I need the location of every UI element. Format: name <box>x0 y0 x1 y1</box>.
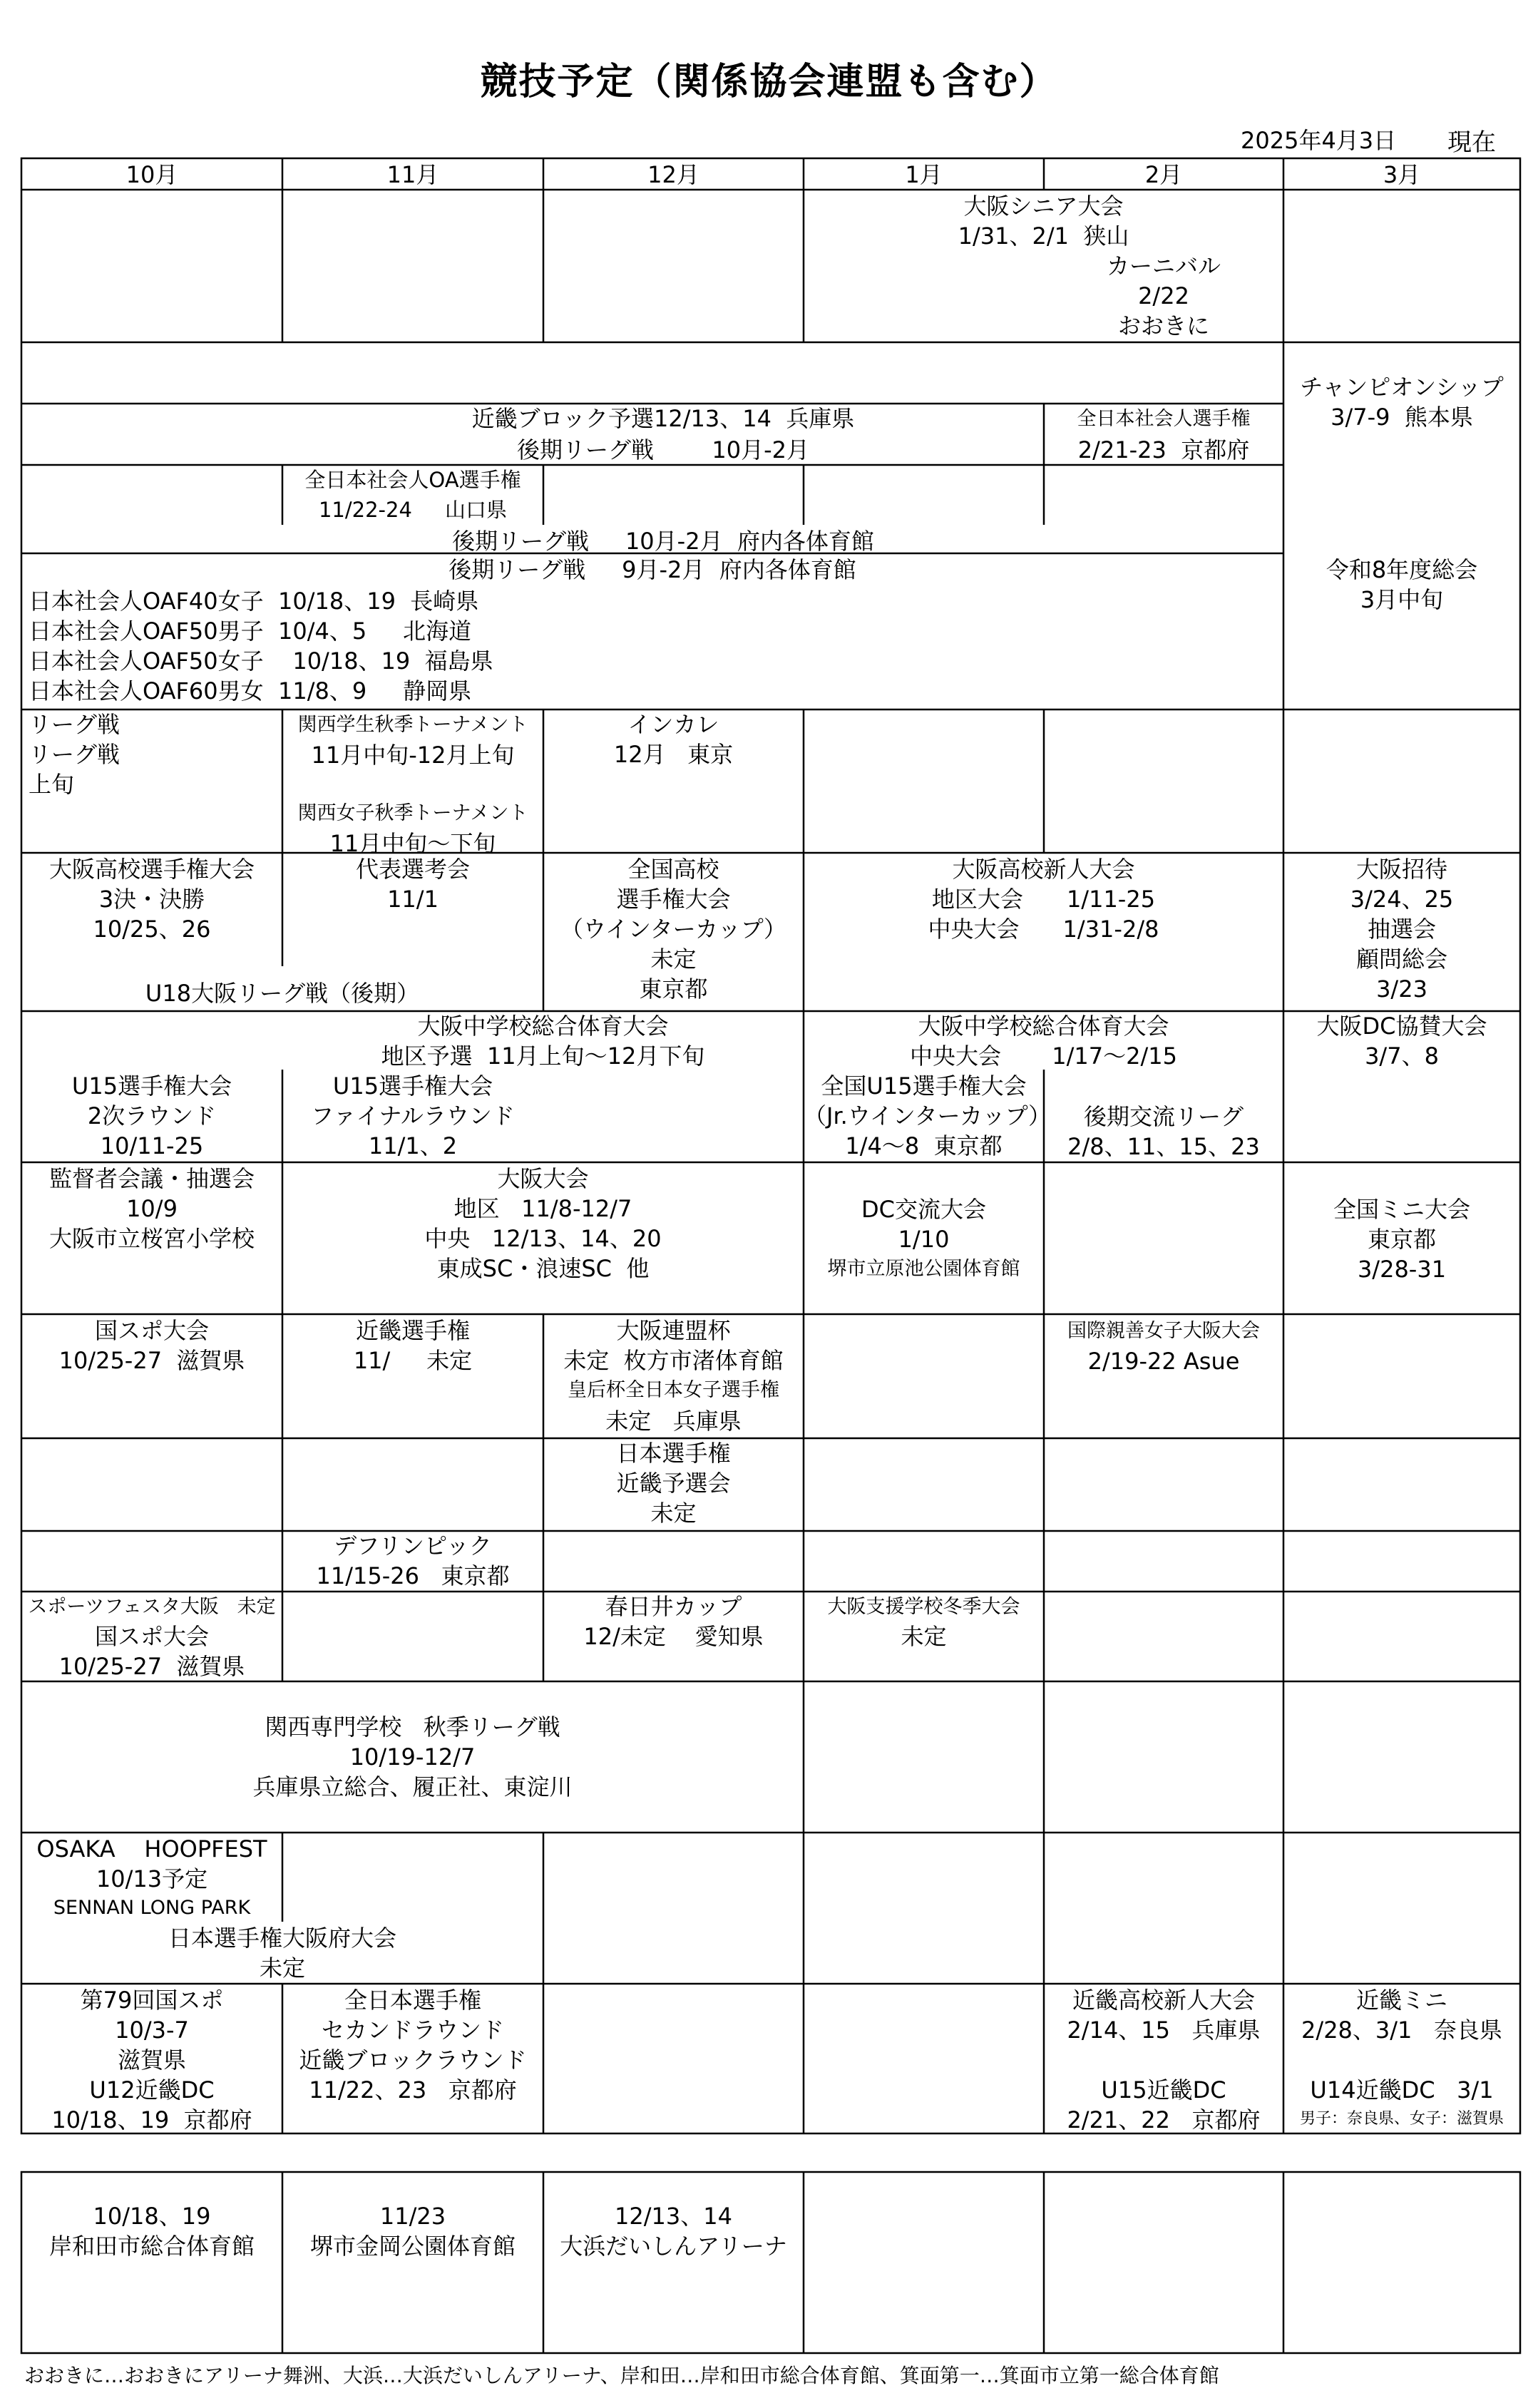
cell-line: 中央大会 1/17～2/15 <box>910 1042 1177 1070</box>
cell-line: 令和8年度総会 <box>1326 556 1478 583</box>
cell-mini-national <box>1283 1194 1520 1284</box>
cell-kansai-women <box>282 799 543 828</box>
cell-line: 関西女子秋季トーナメント <box>297 802 528 824</box>
cell-line: 関西学生秋季トーナメント <box>297 714 528 736</box>
as-of-date: 2025年4月3日 <box>1241 127 1397 154</box>
cell-line: 10/11-25 <box>100 1132 204 1159</box>
cell-line: 12月 東京 <box>613 741 734 768</box>
cell-sennan <box>21 1894 282 1922</box>
cell-line: 大阪シニア大会 <box>963 193 1124 220</box>
cell-coach-meeting <box>21 1164 282 1254</box>
cell-kokusupo-79 <box>21 1985 282 2135</box>
cell-line: 10/3-7 <box>115 2017 189 2044</box>
cell-osaka-senior <box>804 191 1283 251</box>
cell-japan-champ <box>543 1438 804 1528</box>
cell-vocational <box>21 1712 804 1802</box>
cell-line: 堺市立原池公園体育館 <box>827 1258 1020 1280</box>
cell-line: 兵庫県立総合、履正社、東淀川 <box>252 1773 573 1800</box>
cell-all-japan-worker-date <box>1044 435 1283 465</box>
cell-u18-league <box>21 978 543 1008</box>
cell-line: 皇后杯全日本女子選手権 <box>568 1379 779 1401</box>
cell-osaka-invite <box>1283 854 1520 1004</box>
cell-line: リーグ戦 <box>29 741 121 768</box>
cell-line: 全日本社会人選手権 <box>1077 408 1251 430</box>
cell-line: U14近畿DC 3/1 <box>1310 2076 1494 2104</box>
cell-championship <box>1283 372 1520 432</box>
cell-line: セカンドラウンド <box>321 2017 504 2044</box>
cell-line: 春日井カップ <box>605 1593 742 1620</box>
cell-line: 国スポ大会 <box>94 1317 209 1344</box>
cell-kinki-hs-rookie <box>1044 1985 1283 2135</box>
cell-line: 全国ミニ大会 <box>1333 1196 1470 1223</box>
cell-line: 12/未定 愛知県 <box>583 1623 764 1650</box>
cell-line: 1/4～8 東京都 <box>845 1132 1003 1159</box>
cell-line: U12近畿DC <box>89 2076 215 2104</box>
cell-deaflympics <box>282 1531 543 1591</box>
cell-line: 10/13予定 <box>96 1865 208 1892</box>
cell-line: 11/15-26 東京都 <box>316 1562 510 1589</box>
cell-league-oct <box>29 709 282 799</box>
cell-line: 3/7、8 <box>1365 1042 1439 1070</box>
cell-line: 地区予選 11月上旬～12月下旬 <box>381 1042 705 1070</box>
cell-line: 地区大会 1/11-25 <box>931 886 1156 913</box>
cell-line: OSAKA HOOPFEST <box>36 1835 267 1863</box>
cell-japan-osaka <box>21 1923 543 1983</box>
month-header: 11月 <box>386 161 439 188</box>
cell-winter-cup <box>543 854 804 1004</box>
cell-line: カーニバル <box>1106 252 1221 280</box>
cell-support-school <box>804 1593 1044 1621</box>
cell-line: 大阪高校選手権大会 <box>48 856 255 883</box>
cell-line: 全日本社会人OA選手権 <box>304 468 521 492</box>
cell-kasugai <box>543 1592 804 1651</box>
cell-jhs-general-1 <box>282 1011 804 1071</box>
cell-line: （ウインターカップ） <box>560 916 787 943</box>
cell-line: U15選手権大会 <box>332 1072 493 1100</box>
cell-late-league-1 <box>282 435 1044 465</box>
cell-line: 近畿ミニ <box>1355 1987 1447 2014</box>
cell-line: 日本社会人OAF40女子 10/18、19 長崎県 <box>29 588 479 615</box>
cell-line: 3/28-31 <box>1357 1256 1447 1283</box>
cell-line: 選手権大会 <box>616 886 731 913</box>
cell-line: 3決・決勝 <box>98 886 205 913</box>
cell-line: 後期リーグ戦 10月-2月 <box>516 436 809 463</box>
cell-line: 1/10 <box>898 1226 950 1253</box>
cell-line: インカレ <box>627 711 719 738</box>
cell-line: 1/31、2/1 狭山 <box>958 222 1129 250</box>
cell-kinki-block <box>282 404 1044 434</box>
cell-line: 未定 <box>650 946 697 973</box>
cell-line: 大阪招待 <box>1355 856 1447 883</box>
cell-line: チャンピオンシップ <box>1300 374 1504 401</box>
cell-line: 10/25-27 滋賀県 <box>58 1347 245 1374</box>
cell-intl-women <box>1044 1317 1283 1346</box>
cell-line: DC交流大会 <box>861 1196 986 1223</box>
cell-intl-women-date <box>1044 1346 1283 1376</box>
cell-line: 東成SC・浪速SC 他 <box>436 1255 650 1282</box>
cell-oa-championship <box>282 465 543 525</box>
cell-line: U18大阪リーグ戦（後期） <box>145 980 420 1007</box>
cell-line: 未定 <box>650 1500 697 1527</box>
page-title: 競技予定（関係協会連盟も含む） <box>480 61 1058 103</box>
cell-incolle <box>543 709 804 769</box>
cell-jhs-general-2 <box>804 1011 1283 1071</box>
cell-line: 国スポ大会 <box>94 1623 209 1650</box>
cell-reiwa-general <box>1283 555 1520 615</box>
cell-venue-dec <box>543 2201 804 2261</box>
cell-line: 10/25、26 <box>93 916 211 943</box>
cell-u15-champ <box>21 1071 282 1161</box>
cell-line: 監督者会議・抽選会 <box>48 1165 255 1192</box>
cell-line: 上旬 <box>29 771 75 798</box>
cell-line: 2/19-22 Asue <box>1087 1348 1240 1375</box>
cell-line: 大浜だいしんアリーナ <box>560 2233 787 2260</box>
cell-line: 日本社会人OAF50女子 10/18、19 福島県 <box>29 647 493 675</box>
cell-line: 大阪中学校総合体育大会 <box>918 1013 1169 1040</box>
cell-line: 後期交流リーグ <box>1083 1103 1244 1130</box>
cell-selection <box>282 854 543 914</box>
cell-empress-cup <box>543 1376 804 1405</box>
cell-support-school-date <box>804 1621 1044 1651</box>
cell-line: 11/22-24 山口県 <box>318 498 508 522</box>
cell-carnival <box>1044 251 1283 341</box>
cell-osaka-federation <box>543 1316 804 1375</box>
cell-line: 未定 <box>901 1623 947 1650</box>
cell-line: 12/13、14 <box>615 2203 732 2230</box>
cell-line: 顧問総会 <box>1355 946 1447 973</box>
cell-line: 抽選会 <box>1367 916 1436 943</box>
cell-line: 未定 <box>259 1954 305 1982</box>
cell-line: 近畿ブロックラウンド <box>299 2046 527 2074</box>
cell-line: 2/21-23 京都府 <box>1077 436 1250 463</box>
cell-line: 未定 兵庫県 <box>605 1408 742 1435</box>
cell-sports-festa <box>21 1593 282 1621</box>
cell-line: 2/21、22 京都府 <box>1067 2106 1261 2133</box>
cell-line: 10/9 <box>126 1195 178 1222</box>
cell-venue-nov <box>282 2201 543 2261</box>
month-header: 12月 <box>647 161 699 188</box>
cell-line: おおきに <box>1117 312 1209 339</box>
cell-u14-note <box>1283 2107 1520 2131</box>
cell-line: 堺市金岡公園体育館 <box>309 2233 516 2260</box>
cell-line: 11/ 未定 <box>353 1347 473 1374</box>
month-header: 1月 <box>905 161 943 188</box>
cell-line: 11月中旬～下旬 <box>329 830 496 857</box>
cell-line: 近畿選手権 <box>355 1317 470 1344</box>
cell-line: 11月中旬-12月上旬 <box>311 742 515 769</box>
cell-line: 11/23 <box>379 2203 446 2230</box>
month-header: 10月 <box>125 161 178 188</box>
cell-line <box>1044 2045 1283 2075</box>
cell-kansai-student <box>282 711 543 739</box>
cell-line: 3月中旬 <box>1360 586 1444 613</box>
cell-line: 2/8、11、15、23 <box>1067 1133 1260 1160</box>
cell-line: 11/1 <box>387 886 439 913</box>
cell-line: 関西専門学校 秋季リーグ戦 <box>265 1713 560 1741</box>
cell-line: 3/24、25 <box>1350 886 1454 913</box>
cell-hoopfest <box>21 1834 282 1894</box>
cell-line: 岸和田市総合体育館 <box>48 2233 255 2260</box>
cell-dc-sponsor <box>1283 1011 1520 1071</box>
cell-line: 10/25-27 滋賀県 <box>58 1653 245 1680</box>
cell-dc-exchange <box>804 1194 1044 1254</box>
cell-osaka-taikai <box>282 1164 804 1284</box>
cell-line: 全国高校 <box>627 856 719 883</box>
as-of-label: 現在 <box>1447 128 1496 157</box>
cell-line: U15選手権大会 <box>71 1072 232 1100</box>
cell-oaf <box>29 586 670 706</box>
cell-hs-championship <box>21 854 282 944</box>
cell-line: 3/23 <box>1376 975 1427 1003</box>
cell-line: 2/22 <box>1138 282 1189 309</box>
cell-line: 近畿ブロック予選12/13、14 兵庫県 <box>471 405 855 432</box>
cell-line: リーグ戦 <box>29 711 121 738</box>
cell-line: 地区 11/8-12/7 <box>453 1195 632 1222</box>
cell-kokusupo-2 <box>21 1621 282 1681</box>
cell-late-league-3 <box>21 555 1283 585</box>
cell-line: 東京都 <box>1367 1226 1436 1253</box>
cell-line: 日本選手権大阪府大会 <box>168 1925 396 1952</box>
cell-line: 全国U15選手権大会 <box>821 1072 1027 1100</box>
month-header: 3月 <box>1383 161 1421 188</box>
cell-dc-exchange-venue <box>804 1255 1044 1284</box>
month-header: 2月 <box>1144 161 1183 188</box>
cell-line: 第79回国スポ <box>80 1987 224 2014</box>
cell-line: 近畿予選会 <box>616 1470 731 1497</box>
cell-line: 滋賀県 <box>117 2046 186 2074</box>
cell-late-exchange <box>1044 1102 1283 1162</box>
cell-line: デフリンピック <box>334 1532 492 1559</box>
cell-all-japan-worker <box>1044 405 1283 434</box>
cell-line: スポーツフェスタ大阪 未定 <box>28 1596 276 1618</box>
cell-kokusupo-1 <box>21 1316 282 1375</box>
cell-line: 3/7-9 熊本県 <box>1331 404 1473 431</box>
cell-line: U15近畿DC <box>1101 2076 1226 2104</box>
cell-line: 10/18、19 京都府 <box>51 2106 252 2133</box>
cell-kinki-champ <box>282 1316 543 1375</box>
cell-line: 中央大会 1/31-2/8 <box>928 916 1159 943</box>
cell-line: 11/1、2 <box>368 1132 458 1159</box>
cell-line: 大阪高校新人大会 <box>952 856 1135 883</box>
cell-line: 近畿高校新人大会 <box>1072 1987 1255 2014</box>
cell-line: SENNAN LONG PARK <box>53 1897 251 1919</box>
cell-line: 日本社会人OAF50男子 10/4、5 北海道 <box>29 618 472 645</box>
cell-all-japan-second <box>282 1985 543 2105</box>
cell-line: 後期リーグ戦 9月-2月 府内各体育館 <box>448 556 856 583</box>
cell-line: 大阪連盟杯 <box>616 1317 731 1344</box>
cell-line: 大阪市立桜宮小学校 <box>48 1225 255 1252</box>
cell-line: 東京都 <box>639 975 708 1003</box>
cell-line: 大阪支援学校冬季大会 <box>827 1596 1020 1618</box>
cell-line: 10/19-12/7 <box>349 1743 476 1771</box>
cell-line: 後期リーグ戦 10月-2月 府内各体育館 <box>452 528 874 555</box>
cell-empress-cup-date <box>543 1406 804 1436</box>
cell-line: 2/14、15 兵庫県 <box>1067 2017 1261 2044</box>
cell-kansai-student-date <box>282 740 543 770</box>
cell-line: 大阪中学校総合体育大会 <box>417 1013 669 1040</box>
cell-line: 大阪大会 <box>497 1165 589 1192</box>
cell-line: 代表選考会 <box>355 856 470 883</box>
cell-venue-oct <box>21 2201 282 2261</box>
cell-jr-wintercup <box>804 1071 1051 1161</box>
cell-line: 国際親善女子大阪大会 <box>1067 1320 1260 1342</box>
footnote: おおきに…おおきにアリーナ舞洲、大浜…大浜だいしんアリーナ、岸和田…岸和田市総合体育館、箕面第一…箕面市立第一総合体育館 <box>24 2364 1219 2387</box>
cell-line: 日本選手権 <box>616 1440 731 1467</box>
cell-kinki-mini <box>1283 1985 1520 2105</box>
cell-line: 11/22、23 京都府 <box>309 2076 517 2104</box>
cell-line: 2次ラウンド <box>87 1102 217 1129</box>
cell-line: 男子：奈良県、女子：滋賀県 <box>1299 2110 1504 2128</box>
cell-line: 日本社会人OAF60男女 11/8、9 静岡県 <box>29 677 472 705</box>
cell-line: （Jr.ウインターカップ） <box>804 1102 1051 1129</box>
cell-line: 大阪DC協賛大会 <box>1316 1013 1487 1040</box>
cell-line: 全日本選手権 <box>344 1987 481 2014</box>
cell-line: 中央 12/13、14、20 <box>424 1225 662 1252</box>
cell-line: 未定 枚方市渚体育館 <box>563 1347 784 1374</box>
cell-hs-rookie <box>804 854 1283 944</box>
cell-line: ファイナルラウンド <box>311 1102 515 1129</box>
cell-line <box>1283 2045 1520 2075</box>
cell-line: 2/28、3/1 奈良県 <box>1301 2017 1502 2044</box>
cell-line: 10/18、19 <box>93 2203 211 2230</box>
cell-late-league-2 <box>282 526 1044 556</box>
cell-u15-final <box>282 1071 543 1161</box>
